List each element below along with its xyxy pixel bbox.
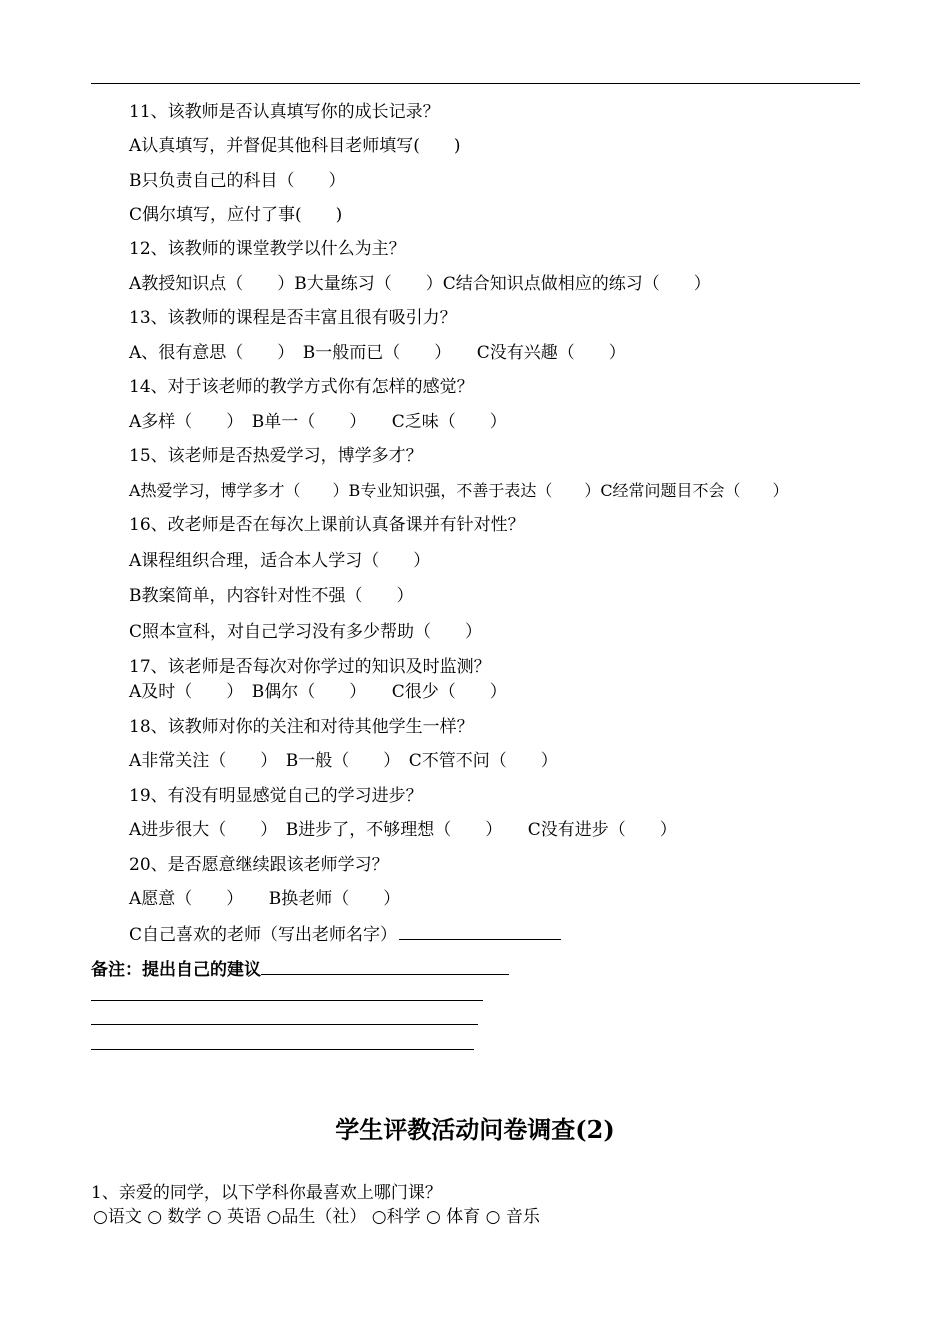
option-16-c: C照本宣科，对自己学习没有多少帮助（ ） [129, 622, 483, 642]
suggestion-blank[interactable] [261, 958, 509, 975]
question-19: 19、有没有明显感觉自己的学习进步？ [129, 786, 423, 806]
options-17: A及时（ ） B偶尔（ ） C很少（ ） [129, 682, 507, 702]
suggestion-line-3[interactable] [91, 1049, 474, 1050]
question-16: 16、改老师是否在每次上课前认真备课并有针对性？ [129, 515, 525, 535]
survey2-options-1[interactable]: ○语文 ○ 数学 ○ 英语 ○品生（社） ○科学 ○ 体育 ○ 音乐 [93, 1207, 540, 1227]
question-14: 14、对于该老师的教学方式你有怎样的感觉？ [129, 377, 474, 397]
options-15: A热爱学习，博学多才（ ）B专业知识强，不善于表达（ ）C经常问题目不会（ ） [129, 481, 789, 500]
note-label: 备注：提出自己的建议 [91, 960, 261, 980]
teacher-name-blank[interactable] [399, 923, 561, 940]
option-16-b: B教案简单，内容针对性不强（ ） [129, 586, 414, 606]
options-18: A非常关注（ ） B一般（ ） C不管不问（ ） [129, 751, 558, 771]
options-12: A教授知识点（ ）B大量练习（ ）C结合知识点做相应的练习（ ） [129, 274, 711, 294]
question-20: 20、是否愿意继续跟该老师学习？ [129, 855, 389, 875]
survey-title: 学生评教活动问卷调查(2) [335, 1115, 615, 1144]
question-12: 12、该教师的课堂教学以什么为主？ [129, 239, 406, 259]
question-18: 18、该教师对你的关注和对待其他学生一样？ [129, 717, 474, 737]
suggestion-line-2[interactable] [91, 1024, 478, 1025]
options-19: A进步很大（ ） B进步了，不够理想（ ） C没有进步（ ） [129, 820, 677, 840]
option-11-b: B只负责自己的科目（ ） [129, 171, 346, 191]
options-13: A、很有意思（ ） B一般而已（ ） C没有兴趣（ ） [129, 343, 626, 363]
question-15: 15、该老师是否热爱学习，博学多才？ [129, 446, 423, 466]
survey2-question-1: 1、亲爱的同学，以下学科你最喜欢上哪门课？ [91, 1183, 442, 1203]
options-20: A愿意（ ） B换老师（ ） [129, 889, 401, 909]
options-14: A多样（ ） B单一（ ） C乏味（ ） [129, 412, 507, 432]
option-11-a: A认真填写，并督促其他科目老师填写( ) [129, 136, 461, 156]
note-row [91, 958, 509, 981]
option-20-c [129, 923, 561, 946]
question-13: 13、该教师的课程是否丰富且很有吸引力？ [129, 308, 457, 328]
question-17: 17、该老师是否每次对你学过的知识及时监测？ [129, 657, 491, 677]
option-16-a: A课程组织合理，适合本人学习（ ） [129, 551, 431, 571]
header-rule [91, 83, 860, 84]
question-11: 11、该教师是否认真填写你的成长记录？ [129, 102, 440, 122]
option-11-c: C偶尔填写，应付了事( ) [129, 205, 343, 225]
suggestion-line-1[interactable] [91, 1000, 483, 1001]
option-20-c-label: C自己喜欢的老师（写出老师名字） [129, 925, 398, 945]
